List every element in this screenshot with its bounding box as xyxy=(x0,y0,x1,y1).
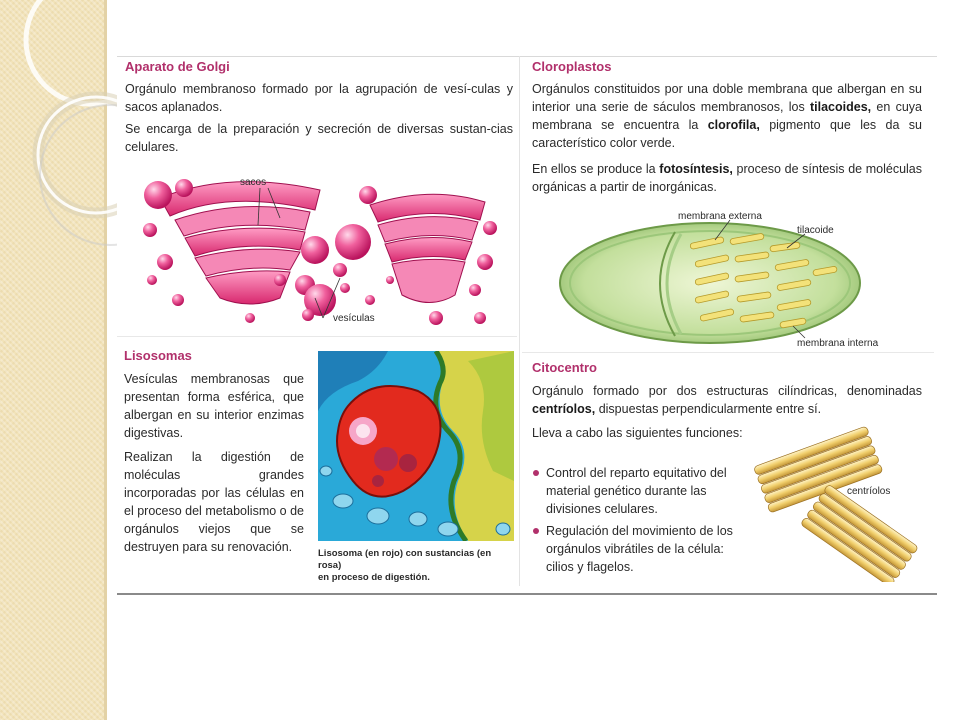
function-item: Regulación del movimiento de los orgánulos vibrátiles de la célula: cilios y flagelos. xyxy=(532,522,747,576)
golgi-label-vesiculas: vesículas xyxy=(333,313,375,324)
golgi-description: Orgánulo membranoso formado por la agrupación de vesí-culas y sacos aplanados. xyxy=(125,82,513,114)
citocentro-description: Orgánulo formado por dos estructuras cilíndricas, denominadas centríolos, dispuestas perpendicularmente entre sí. xyxy=(532,384,922,416)
label-centriolos: centríolos xyxy=(847,486,891,497)
lisosoma-caption: Lisosoma (en rojo) con sustancias (en rosa) en proceso de digestión. xyxy=(318,548,492,583)
column-divider xyxy=(519,56,520,586)
centriolo-2 xyxy=(800,484,918,582)
label-tilacoide: tilacoide xyxy=(797,225,834,236)
centriolos-illustration xyxy=(752,422,922,582)
cloroplastos-title: Cloroplastos xyxy=(532,59,612,74)
golgi-stack-right xyxy=(370,194,485,302)
function-item: Control del reparto equitativo del material genético durante las divisiones celulares. xyxy=(532,464,747,518)
lisosomas-title: Lisosomas xyxy=(124,348,192,363)
golgi-label-sacos: sacos xyxy=(240,177,267,188)
centriolo-1 xyxy=(753,426,883,513)
cloroplastos-description: Orgánulos constituidos por una doble membrana que albergan en su interior una serie de sáculos membranosos, los tilacoides, en cuya membrana se encuentra la clorofila, pigmento que les da su característico color verde. xyxy=(532,82,922,150)
citocentro-functions-list xyxy=(532,464,747,580)
section-divider-right xyxy=(522,352,934,353)
section-divider-left xyxy=(117,336,517,337)
cloroplasto-illustration xyxy=(555,218,865,348)
lisosomas-description: Vesículas membranosas que presentan forma esférica, que albergan en su interior enzimas digestivas. xyxy=(124,372,304,440)
lisosomas-function: Realizan la digestión de moléculas grandes incorporadas por las células en el proceso del metabolismo o de orgánulos viejos que se destruyen para su renovación. xyxy=(124,450,304,554)
golgi-illustration xyxy=(140,170,500,330)
citocentro-functions-intro: Lleva a cabo las siguientes funciones: xyxy=(532,426,743,440)
label-membrana-externa: membrana externa xyxy=(678,211,762,222)
citocentro-title: Citocentro xyxy=(532,360,597,375)
label-membrana-interna: membrana interna xyxy=(797,338,879,349)
golgi-title: Aparato de Golgi xyxy=(125,59,230,74)
golgi-function: Se encarga de la preparación y secreción de diversas sustan-cias celulares. xyxy=(125,122,513,154)
lisosoma-micrograph xyxy=(318,351,514,541)
cloroplastos-function: En ellos se produce la fotosíntesis, proceso de síntesis de moléculas orgánicas a partir de inorgánicas. xyxy=(532,162,923,194)
